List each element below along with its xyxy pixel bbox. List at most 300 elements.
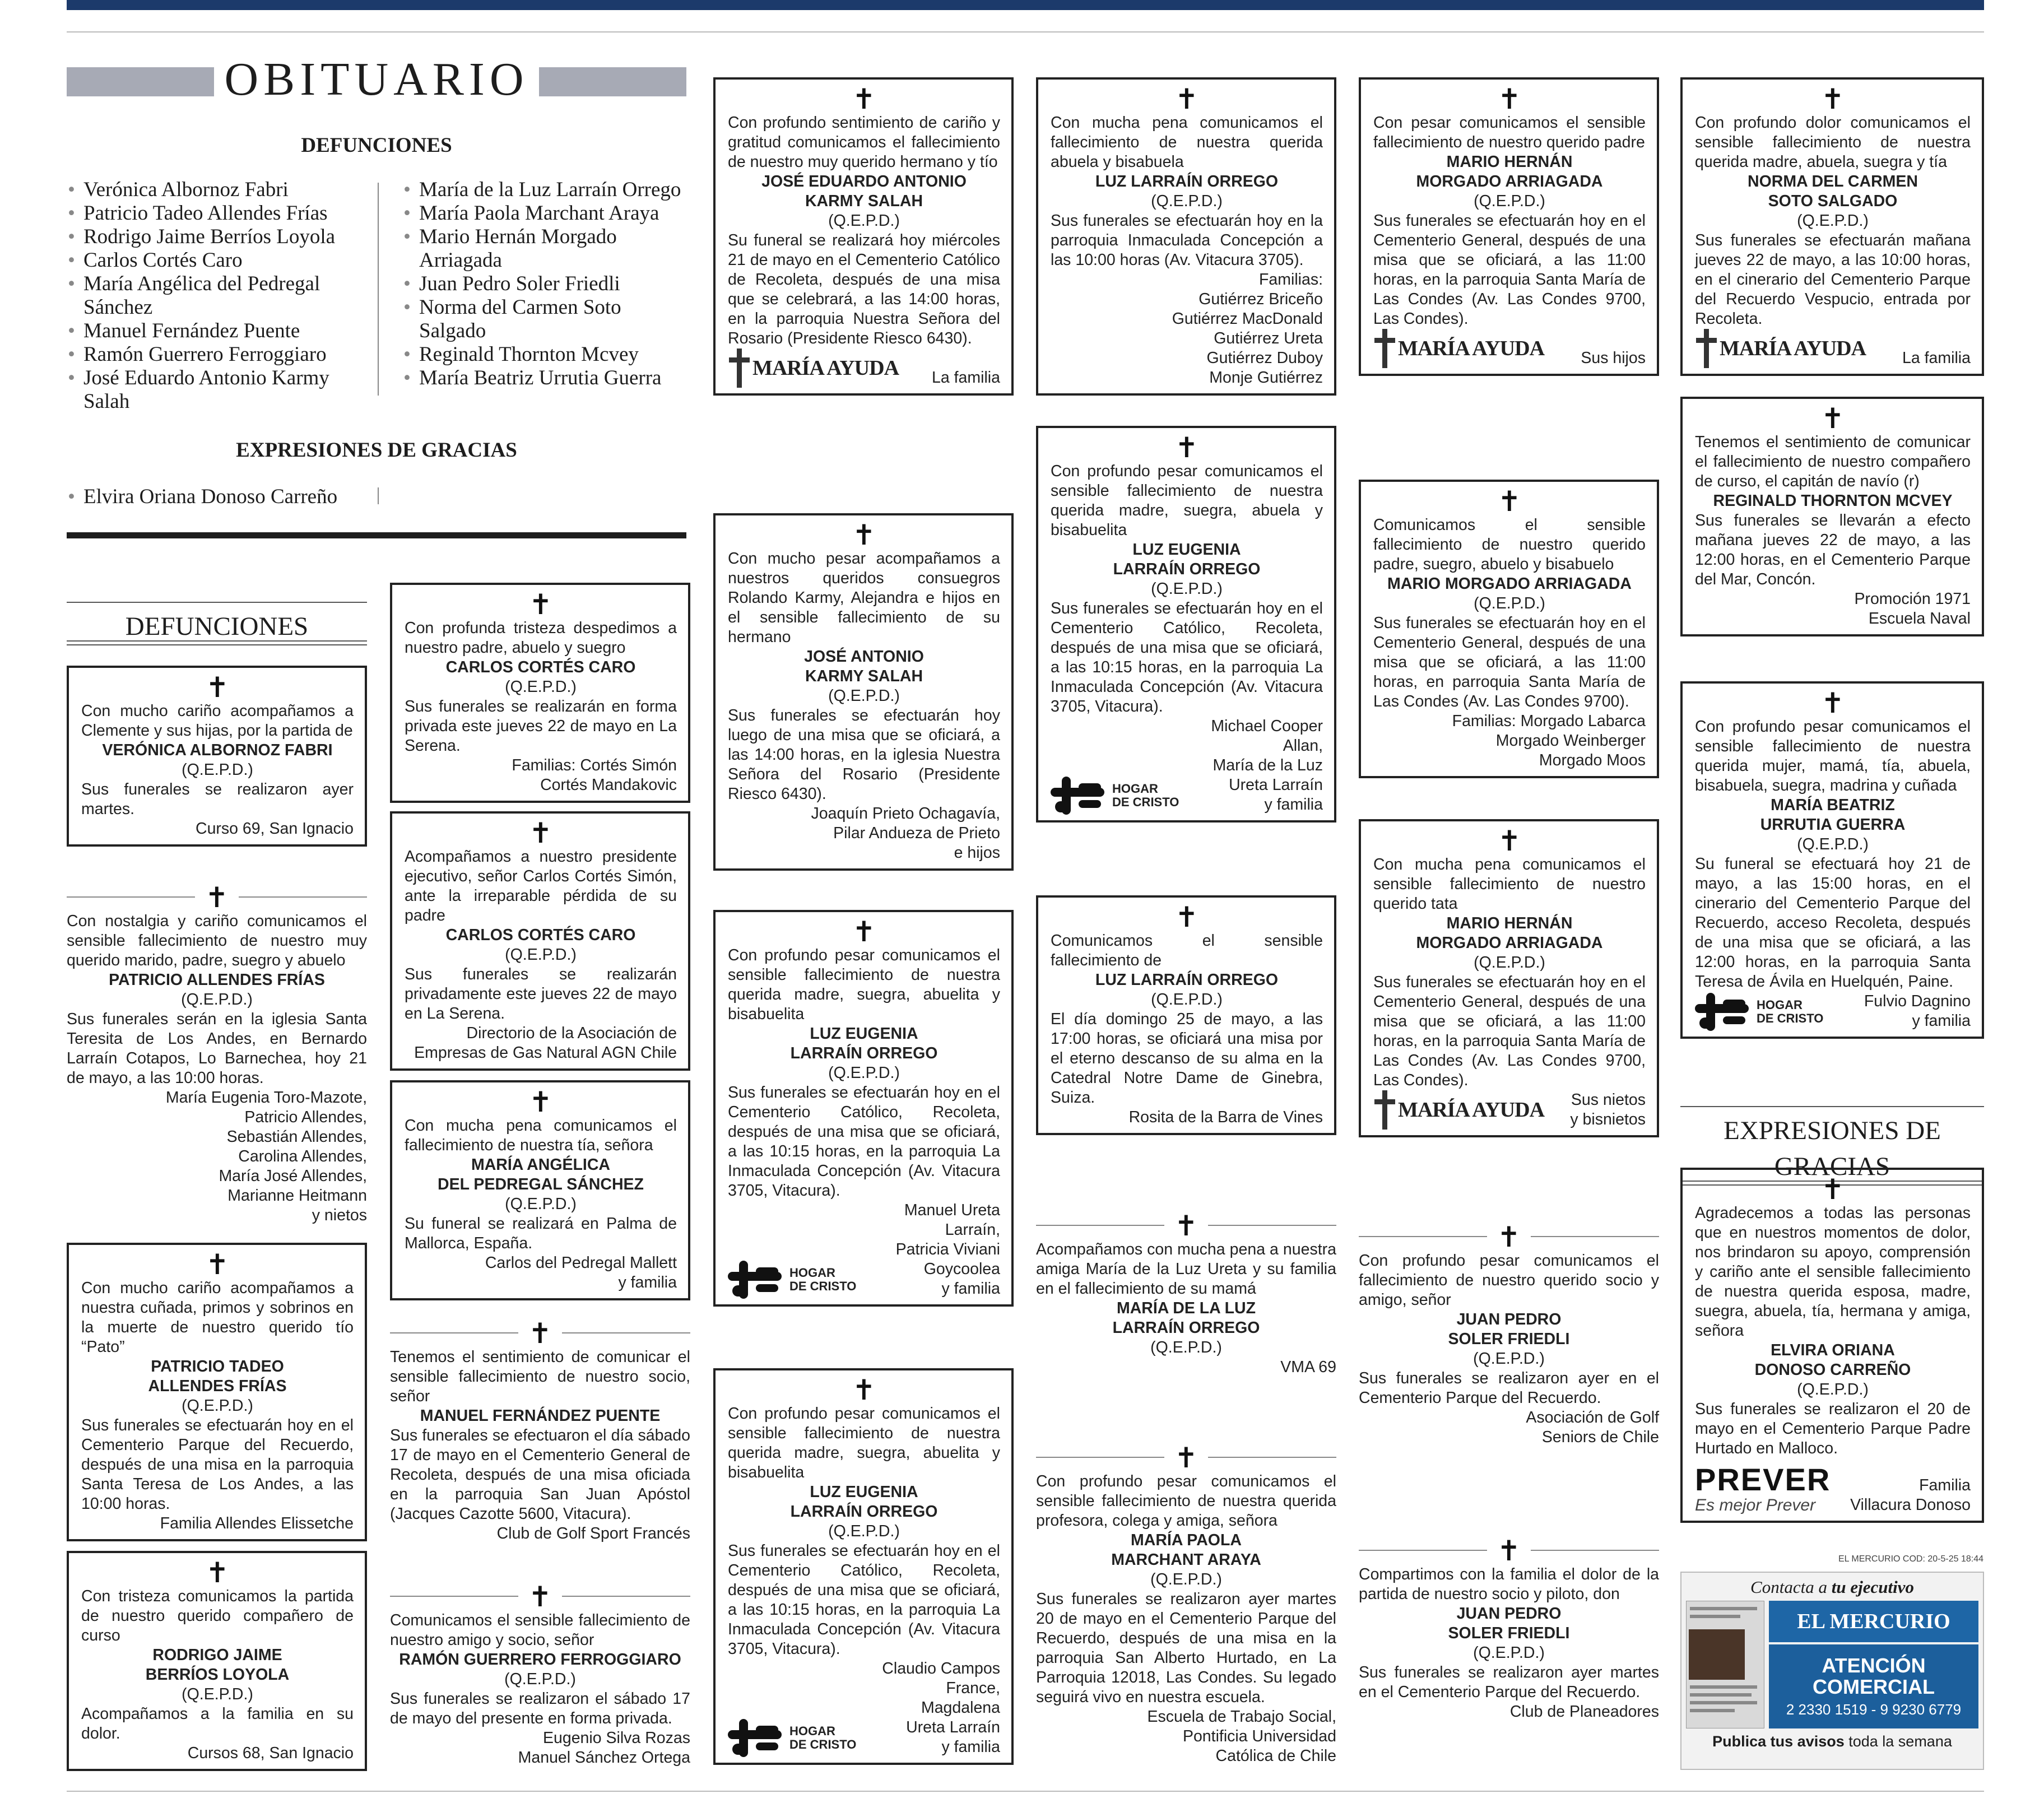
qepd-label: (Q.E.P.D.) <box>1797 1381 1869 1398</box>
notice-signature: La familia <box>1902 349 1971 367</box>
bottom-rule <box>67 1791 1984 1792</box>
notice-signature: Villacura Donoso <box>1850 1496 1971 1514</box>
notice-signature: Allan, <box>1283 737 1323 755</box>
deceased-name: LUZ EUGENIA <box>1132 541 1241 559</box>
funeral-details: Sus funerales serán en la iglesia Santa Teresita de Los Andes, en Bernardo Larraín Cotapos, Lo Barnechea, hoy 21 de mayo, a las 10:00 horas. <box>67 1010 367 1087</box>
obituary-notice <box>1680 397 1984 636</box>
maria-ayuda-logo <box>1695 329 1866 368</box>
index-entry: • Ramón Guerrero Ferroggiaro <box>67 343 364 366</box>
maria-ayuda-logo <box>728 348 899 388</box>
funeral-details: Sus funerales se realizarán privadamente este jueves 22 de mayo en La Serena. <box>405 965 677 1023</box>
cross-icon: ✝ <box>206 1248 229 1281</box>
deceased-name: URRUTIA GUERRA <box>1760 816 1906 834</box>
notice-intro: Comunicamos el sensible fallecimiento de <box>1051 932 1323 969</box>
hogar-de-cristo-icon <box>1051 777 1104 815</box>
notice-signature: Sus nietos <box>1571 1091 1646 1109</box>
notice-signature: France, <box>946 1679 1000 1697</box>
notice-signature: Ureta Larraín <box>1229 776 1323 794</box>
funeral-details: Sus funerales se efectuarán hoy en el Cementerio Parque del Recuerdo, después de una misa en la parroquia Santa Teresa de Los Andes, a las 10:00 horas. <box>81 1416 354 1513</box>
notice-intro: Con profundo pesar comunicamos el fallecimiento de nuestro querido socio y amigo, señor <box>1359 1252 1659 1309</box>
notice-signature: y familia <box>1912 1012 1971 1030</box>
obituary-notice <box>1359 1221 1659 1447</box>
cross-icon: ✝ <box>1175 83 1198 115</box>
qepd-label: (Q.E.P.D.) <box>505 678 577 696</box>
notice-signature: Marianne Heitmann <box>227 1187 367 1205</box>
deceased-name: MARIO HERNÁN <box>1446 914 1573 932</box>
ad-contact-line: Contacta a tu ejecutivo <box>1750 1577 1914 1597</box>
cross-icon: ✝ <box>1036 1444 1336 1472</box>
deceased-name: LUZ EUGENIA <box>810 1483 918 1501</box>
deceased-name: DONOSO CARREÑO <box>1754 1361 1911 1379</box>
maria-ayuda-label: MARÍA AYUDA <box>1720 336 1866 360</box>
notice-intro: Con profunda tristeza despedimos a nuestro padre, abuelo y suegro <box>405 619 677 657</box>
hogar-de-cristo-icon <box>1695 993 1749 1031</box>
funeral-details: Sus funerales se llevarán a efecto mañana jueves 22 de mayo, a las 12:00 horas, en el Cementerio Parque del Mar, Concón. <box>1695 512 1971 588</box>
qepd-label: (Q.E.P.D.) <box>504 1670 576 1688</box>
atencion-comercial-panel: ATENCIÓN COMERCIAL 2 2330 1519 - 9 9230 6779 <box>1769 1644 1978 1728</box>
notice-signature: y bisnietos <box>1570 1110 1646 1128</box>
index-entry: • María Beatriz Urrutia Guerra <box>402 366 682 390</box>
cross-icon: ✝ <box>529 817 552 849</box>
cross-icon: ✝ <box>529 1086 552 1118</box>
deceased-name: JUAN PEDRO <box>1456 1605 1562 1623</box>
notice-signature: y familia <box>941 1280 1000 1298</box>
index-gracias-list <box>67 485 403 509</box>
qepd-label: (Q.E.P.D.) <box>182 761 253 779</box>
notice-intro: Con nostalgia y cariño comunicamos el sensible fallecimiento de nuestro muy querido marido, padre, suegro y abuelo <box>67 912 367 969</box>
notice-intro: Con profundo pesar comunicamos el sensible fallecimiento de nuestra querida madre, suegra, abuelita y bisabuelita <box>728 1405 1000 1481</box>
funeral-details: Sus funerales se realizaron el 20 de mayo en el Cementerio Parque Padre Hurtado en Malloco. <box>1695 1400 1971 1457</box>
notice-intro: Con mucha pena comunicamos el fallecimiento de nuestra tía, señora <box>405 1117 677 1154</box>
qepd-label: (Q.E.P.D.) <box>505 1195 577 1213</box>
deceased-name: MARÍA PAOLA <box>1131 1531 1242 1549</box>
top-color-bar <box>67 0 1984 10</box>
obituary-notice <box>390 1317 690 1544</box>
obituary-notice <box>390 1080 690 1300</box>
maria-ayuda-cross-icon <box>1373 1090 1396 1130</box>
index-entry: • Reginald Thornton Mcvey <box>402 343 682 366</box>
qepd-label: (Q.E.P.D.) <box>1151 192 1223 210</box>
notice-intro: Acompañamos con mucha pena a nuestra amiga María de la Luz Ureta y su familia en el fallecimiento de su mamá <box>1036 1240 1336 1298</box>
publication-code: EL MERCURIO COD: 20-5-25 18:44 <box>1838 1554 1983 1564</box>
deceased-name: JOSÉ EDUARDO ANTONIO <box>761 173 967 190</box>
funeral-details: Sus funerales se realizaron el sábado 17 de mayo del presente en forma privada. <box>390 1690 690 1727</box>
notice-signature: Promoción 1971 <box>1854 590 1971 608</box>
funeral-details: Sus funerales se realizaron ayer martes 20 de mayo en el Cementerio Parque del Recuerdo, después de una misa en la parroquia San Alberto Hurtado, en La Parroquia 12018, Las Condes. Su legado seguirá vivo en nuestra escuela. <box>1036 1590 1336 1706</box>
hogar-label-line2: DE CRISTO <box>789 1737 857 1751</box>
index-entry: • Elvira Oriana Donoso Carreño <box>67 485 403 509</box>
index-entry: • Carlos Cortés Caro <box>67 249 364 272</box>
notice-signature: Cursos 68, San Ignacio <box>187 1744 354 1762</box>
maria-ayuda-label: MARÍA AYUDA <box>1398 336 1545 360</box>
deceased-name: RODRIGO JAIME <box>152 1646 282 1664</box>
notice-signature: Carolina Allendes, <box>238 1147 367 1165</box>
cross-icon: ✝ <box>529 588 552 621</box>
cross-icon: ✝ <box>206 1556 229 1589</box>
notice-intro: Con tristeza comunicamos la partida de nuestro querido compañero de curso <box>81 1587 354 1644</box>
obituary-notice <box>67 1551 367 1771</box>
funeral-details: Acompañamos a la familia en su dolor. <box>81 1705 354 1742</box>
notice-signature: Católica de Chile <box>1215 1747 1336 1765</box>
newspaper-thumbnail <box>1686 1601 1764 1728</box>
notice-signature: Claudio Campos <box>882 1660 1000 1677</box>
cross-icon: ✝ <box>1821 687 1845 719</box>
notice-intro: Con mucho cariño acompañamos a Clemente y sus hijas, por la partida de <box>81 702 354 740</box>
notice-intro: Con profundo pesar comunicamos el sensible fallecimiento de nuestra querida madre, suegra, abuelita y bisabuelita <box>728 946 1000 1023</box>
notice-signature: Eugenio Silva Rozas <box>543 1729 690 1747</box>
notice-signature: María de la Luz <box>1213 756 1323 774</box>
notice-signature: Patricia Viviani <box>895 1240 1000 1258</box>
deceased-name: REGINALD THORNTON MCVEY <box>1713 492 1953 510</box>
notice-signature: Gutiérrez Duboy <box>1206 349 1323 367</box>
notice-signature: Sus hijos <box>1581 349 1646 367</box>
obituary-notice <box>67 881 367 1225</box>
qepd-label: (Q.E.P.D.) <box>1151 991 1223 1009</box>
obituary-notice <box>390 811 690 1071</box>
deceased-name: LARRAÍN ORREGO <box>790 1503 938 1521</box>
index-gracias-divider <box>378 487 379 504</box>
funeral-details: Su funeral se realizará hoy miércoles 21 de mayo en el Cementerio Católico de Recoleta, después de una misa que se celebrará, a las 14:00 horas, en la parroquia Nuestra Señora del Rosario (Presidente Riesco 6430). <box>728 231 1000 347</box>
deceased-name: MORGADO ARRIAGADA <box>1416 173 1603 190</box>
notice-signature: Morgado Weinberger <box>1495 732 1646 750</box>
hogar-label-line1: HOGAR <box>1757 998 1803 1012</box>
obituary-notice <box>390 1581 690 1768</box>
obituary-notice <box>1036 426 1336 822</box>
qepd-label: (Q.E.P.D.) <box>1473 1644 1545 1662</box>
notice-signature: Gutiérrez MacDonald <box>1172 310 1323 328</box>
notice-signature: Monje Gutiérrez <box>1209 369 1323 387</box>
cross-icon: ✝ <box>1359 1223 1659 1251</box>
notice-signature: Empresas de Gas Natural AGN Chile <box>414 1044 677 1062</box>
qepd-label: (Q.E.P.D.) <box>828 212 900 230</box>
notice-signature: Pilar Andueza de Prieto <box>833 824 1000 842</box>
qepd-label: (Q.E.P.D.) <box>1474 594 1545 612</box>
index-defunciones-heading: DEFUNCIONES <box>301 134 452 157</box>
obituary-notice <box>1036 1442 1336 1766</box>
notice-signature: y nietos <box>312 1206 367 1224</box>
index-defunciones-left <box>67 178 364 413</box>
cross-icon: ✝ <box>1036 1212 1336 1240</box>
funeral-details: Sus funerales se realizaron ayer martes. <box>81 780 354 818</box>
notice-signature: Carlos del Pedregal Mallett <box>485 1254 677 1272</box>
deceased-name: MANUEL FERNÁNDEZ PUENTE <box>420 1407 661 1425</box>
cross-icon: ✝ <box>1821 83 1845 115</box>
notice-intro: Con profundo sentimiento de cariño y gratitud comunicamos el fallecimiento de nuestro muy querido hermano y tío <box>728 114 1000 171</box>
cross-icon: ✝ <box>1498 485 1521 518</box>
notice-intro: Tenemos el sentimiento de comunicar el fallecimiento de nuestro compañero de curso, el capitán de navío (r) <box>1695 433 1971 490</box>
prever-logo <box>1695 1464 1831 1515</box>
maria-ayuda-logo <box>1373 1090 1544 1130</box>
notice-signature: Manuel Ureta <box>904 1201 1000 1219</box>
obituary-notice <box>713 77 1014 396</box>
index-entry: • Juan Pedro Soler Friedli <box>402 272 682 296</box>
ad-footer: Publica tus avisos toda la semana <box>1712 1733 1952 1750</box>
cross-icon: ✝ <box>1498 825 1521 857</box>
qepd-label: (Q.E.P.D.) <box>828 687 900 705</box>
obituary-notice <box>1036 77 1336 396</box>
index-entry: • Rodrigo Jaime Berríos Loyola <box>67 225 364 249</box>
notice-signature: Michael Cooper <box>1211 717 1323 735</box>
index-entry: • Mario Hernán Morgado Arriagada <box>402 225 682 272</box>
funeral-details: Sus funerales se efectuarán hoy en el Cementerio Católico, Recoleta, después de una misa que se oficiará, a las 10:15 horas, en la parroquia La Inmaculada Concepción (Av. Vitacura 3705, Vitacura). <box>728 1542 1000 1658</box>
deceased-name: VERÓNICA ALBORNOZ FABRI <box>102 741 333 759</box>
notice-intro: Con mucho cariño acompañamos a nuestra cuñada, primos y sobrinos en la muerte de nuestro querido tío “Pato” <box>81 1279 354 1356</box>
obituary-notice <box>1036 895 1336 1135</box>
cross-icon: ✝ <box>1359 1537 1659 1565</box>
funeral-details: Sus funerales se efectuarán hoy en el Cementerio Católico, Recoleta, después de una misa que se oficiará, a las 10:15 horas, en la parroquia La Inmaculada Concepción (Av. Vitacura 3705, Vitacura). <box>1051 600 1323 715</box>
index-gracias-heading: EXPRESIONES DE GRACIAS <box>236 439 517 462</box>
notice-signature: Club de Golf Sport Francés <box>496 1525 690 1542</box>
notice-intro: Comunicamos el sensible fallecimiento de nuestro amigo y socio, señor <box>390 1611 690 1649</box>
deceased-name: KARMY SALAH <box>805 667 923 685</box>
index-entry: • María Paola Marchant Araya <box>402 202 682 225</box>
funeral-details: Su funeral se realizará en Palma de Mallorca, España. <box>405 1215 677 1252</box>
notice-intro: Comunicamos el sensible fallecimiento de nuestro querido padre, suegro, abuelo y bisabuelo <box>1373 516 1646 573</box>
notice-signature: Manuel Sánchez Ortega <box>518 1749 690 1767</box>
notice-signature: Seniors de Chile <box>1541 1428 1659 1446</box>
notice-signature: Gutiérrez Briceño <box>1198 290 1323 308</box>
notice-signature: María Eugenia Toro-Mazote, <box>165 1089 367 1107</box>
section-heading-gracias: EXPRESIONES DE GRACIAS <box>1680 1106 1984 1186</box>
funeral-details: Sus funerales se efectuarán hoy en la parroquia Inmaculada Concepción a las 10:00 horas (Av. Vitacura 3705). <box>1051 212 1323 269</box>
hogar-de-cristo-label <box>1112 782 1179 809</box>
notice-signature: Magdalena <box>921 1699 1000 1717</box>
notice-intro: Tenemos el sentimiento de comunicar el sensible fallecimiento de nuestro socio, señor <box>390 1348 690 1405</box>
obituary-notice <box>1036 1210 1336 1377</box>
funeral-details: Sus funerales se efectuarán hoy en el Cementerio General, después de una misa que se oficiará, a las 11:00 horas, en parroquia Santa María de Las Condes (Av. Las Condes 9700). <box>1373 614 1646 710</box>
deceased-name: MARÍA BEATRIZ <box>1771 796 1895 814</box>
obituary-notice <box>67 1243 367 1541</box>
index-entry: • Norma del Carmen Soto Salgado <box>402 296 682 343</box>
maria-ayuda-cross-icon <box>728 348 750 388</box>
notice-signature: Familias: Morgado Labarca <box>1452 712 1646 730</box>
qepd-label: (Q.E.P.D.) <box>1797 835 1869 853</box>
qepd-label: (Q.E.P.D.) <box>1151 580 1223 598</box>
page-title: OBITUARIO <box>224 53 529 105</box>
el-mercurio-logo: EL MERCURIO <box>1769 1601 1978 1642</box>
hogar-de-cristo-logo <box>728 1719 856 1757</box>
notice-signature: Familias: Cortés Simón <box>512 756 677 774</box>
notice-signature: e hijos <box>954 844 1000 862</box>
deceased-name: CARLOS CORTÉS CARO <box>445 658 636 676</box>
deceased-name: MARÍA ANGÉLICA <box>471 1156 611 1174</box>
obituario-title-block <box>67 53 686 105</box>
maria-ayuda-label: MARÍA AYUDA <box>752 356 899 380</box>
notice-signature: Fulvio Dagnino <box>1864 992 1971 1010</box>
top-rule <box>67 31 1984 32</box>
notice-signature: Escuela de Trabajo Social, <box>1147 1708 1336 1726</box>
deceased-name: JOSÉ ANTONIO <box>804 648 924 666</box>
funeral-details: Su funeral se efectuará hoy 21 de mayo, a las 15:00 horas, en el cinerario del Cementerio Parque del Recuerdo, acceso Recoleta, después de una misa que se oficiará, a las 12:00 horas, en la parroquia Santa Teresa de Ávila en Huelquén, Paine. <box>1695 855 1971 991</box>
cross-icon: ✝ <box>1175 901 1198 933</box>
funeral-details: Sus funerales se efectuarán hoy luego de una misa que se oficiará, a las 14:00 horas, en la iglesia Nuestra Señora del Rosario (Presidente Riesco 6430). <box>728 707 1000 803</box>
obituary-notice <box>1359 1535 1659 1722</box>
deceased-name: SOLER FRIEDLI <box>1448 1330 1570 1348</box>
deceased-name: NORMA DEL CARMEN <box>1748 173 1918 190</box>
funeral-details: Sus funerales se realizaron ayer martes en el Cementerio Parque del Recuerdo. <box>1359 1663 1659 1701</box>
hogar-label-line2: DE CRISTO <box>1112 795 1179 809</box>
maria-ayuda-cross-icon <box>1373 329 1396 368</box>
hogar-label-line1: HOGAR <box>789 1724 835 1738</box>
deceased-name: LARRAÍN ORREGO <box>790 1044 938 1062</box>
notice-signature: Familia Allendes Elissetche <box>160 1514 354 1532</box>
notice-signature: Morgado Moos <box>1539 751 1646 769</box>
deceased-name: KARMY SALAH <box>805 192 923 210</box>
deceased-name: ELVIRA ORIANA <box>1771 1341 1895 1359</box>
notice-signature: y familia <box>1264 796 1323 814</box>
deceased-name: RAMÓN GUERRERO FERROGGIARO <box>399 1651 681 1669</box>
obituary-notice <box>1680 681 1984 1039</box>
notice-intro: Con mucha pena comunicamos el sensible fallecimiento de nuestro querido tata <box>1373 856 1646 913</box>
obituary-notice <box>1680 1168 1984 1523</box>
deceased-name: LUZ LARRAÍN ORREGO <box>1095 173 1279 190</box>
qepd-label: (Q.E.P.D.) <box>1474 954 1545 972</box>
deceased-name: DEL PEDREGAL SÁNCHEZ <box>438 1175 644 1193</box>
notice-intro: Con pesar comunicamos el sensible fallecimiento de nuestro querido padre <box>1373 114 1646 151</box>
notice-signature: Familia <box>1919 1476 1971 1494</box>
notice-signature: La familia <box>932 369 1000 387</box>
hogar-de-cristo-label <box>1757 998 1823 1025</box>
deceased-name: CARLOS CORTÉS CARO <box>445 926 636 944</box>
notice-signature: VMA 69 <box>1280 1358 1336 1376</box>
funeral-details: Sus funerales se efectuarán hoy en el Cementerio Católico, Recoleta, después de una misa que se oficiará, a las 10:15 horas, en la parroquia La Inmaculada Concepción (Av. Vitacura 3705, Vitacura). <box>728 1084 1000 1200</box>
cross-icon: ✝ <box>1821 402 1845 435</box>
deceased-name: SOLER FRIEDLI <box>1448 1624 1570 1642</box>
hogar-de-cristo-logo <box>1695 993 1823 1031</box>
deceased-name: ALLENDES FRÍAS <box>148 1377 287 1395</box>
hogar-de-cristo-label <box>789 1725 856 1751</box>
obituary-notice <box>390 583 690 803</box>
notice-signature: Escuela Naval <box>1868 610 1971 628</box>
funeral-details: El día domingo 25 de mayo, a las 17:00 horas, se oficiará una misa por el eterno descanso de su alma en la Catedral Notre Dame de Ginebra, Suiza. <box>1051 1010 1323 1107</box>
funeral-details: Sus funerales se efectuaron el día sábado 17 de mayo en el Cementerio General de Recoleta, después de una misa oficiada en la parroquia San Juan Apóstol (Jacques Cazotte 5600, Vitacura). <box>390 1426 690 1523</box>
deceased-name: MARIO MORGADO ARRIAGADA <box>1387 575 1632 593</box>
notice-signature: Asociación de Golf <box>1526 1409 1659 1426</box>
qepd-label: (Q.E.P.D.) <box>1797 212 1869 230</box>
notice-intro: Con profundo pesar comunicamos el sensible fallecimiento de nuestra querida mujer, mamá, tía, abuela, bisabuela, suegra, madrina y cuñada <box>1695 718 1971 794</box>
notice-signature: Joaquín Prieto Ochagavía, <box>811 805 1000 822</box>
qepd-label: (Q.E.P.D.) <box>1474 192 1545 210</box>
funeral-details: Sus funerales se realizaron ayer en el Cementerio Parque del Recuerdo. <box>1359 1369 1659 1407</box>
notice-signature: Cortés Mandakovic <box>540 776 677 794</box>
notice-signature: Ureta Larraín <box>906 1718 1000 1736</box>
deceased-name: LARRAÍN ORREGO <box>1113 560 1261 578</box>
index-entry: • María de la Luz Larraín Orrego <box>402 178 682 202</box>
notice-signature: Larraín, <box>945 1221 1000 1239</box>
index-column-divider <box>378 183 379 396</box>
index-entry: • José Eduardo Antonio Karmy Salah <box>67 366 364 413</box>
qepd-label: (Q.E.P.D.) <box>828 1064 900 1082</box>
cross-icon: ✝ <box>852 1374 876 1406</box>
cross-icon: ✝ <box>852 519 876 551</box>
hogar-label-line2: DE CRISTO <box>1757 1011 1824 1025</box>
deceased-name: PATRICIO TADEO <box>151 1358 284 1376</box>
obituary-notice <box>713 1368 1014 1765</box>
hogar-de-cristo-logo <box>728 1261 856 1299</box>
hogar-label-line1: HOGAR <box>1112 782 1158 796</box>
deceased-name: MORGADO ARRIAGADA <box>1416 934 1603 952</box>
qepd-label: (Q.E.P.D.) <box>182 1685 253 1703</box>
notice-intro: Con profundo pesar comunicamos el sensible fallecimiento de nuestra querida profesora, colega y amiga, señora <box>1036 1472 1336 1530</box>
hogar-de-cristo-label <box>789 1266 856 1293</box>
deceased-name: BERRÍOS LOYOLA <box>145 1666 290 1684</box>
index-entry: • Patricio Tadeo Allendes Frías <box>67 202 364 225</box>
obituary-notice <box>713 910 1014 1307</box>
deceased-name: MARÍA DE LA LUZ <box>1116 1299 1256 1317</box>
notice-signature: Curso 69, San Ignacio <box>195 820 354 838</box>
obituary-notice <box>1359 480 1659 778</box>
notice-signature: Familias: <box>1258 271 1323 289</box>
notice-signature: Patricio Allendes, <box>244 1108 367 1126</box>
maria-ayuda-cross-icon <box>1695 329 1717 368</box>
maria-ayuda-logo <box>1373 329 1544 368</box>
obituary-notice <box>67 666 367 847</box>
deceased-name: MARIO HERNÁN <box>1446 153 1573 171</box>
qepd-label: (Q.E.P.D.) <box>505 946 577 964</box>
prever-tagline: Es mejor Prever <box>1695 1496 1816 1514</box>
hogar-label-line2: DE CRISTO <box>789 1279 857 1293</box>
notice-intro: Con profundo pesar comunicamos el sensible fallecimiento de nuestra querida madre, suegra, abuela y bisabuelita <box>1051 462 1323 539</box>
notice-signature: y familia <box>618 1274 677 1291</box>
deceased-name: SOTO SALGADO <box>1768 192 1898 210</box>
notice-intro: Con profundo dolor comunicamos el sensible fallecimiento de nuestra querida madre, abuela, suegra y tía <box>1695 114 1971 171</box>
cross-icon: ✝ <box>852 916 876 948</box>
hogar-de-cristo-logo <box>1051 777 1179 815</box>
deceased-name: MARCHANT ARAYA <box>1111 1551 1261 1569</box>
funeral-details: Sus funerales se realizarán en forma privada este jueves 22 de mayo en La Serena. <box>405 698 677 755</box>
funeral-details: Sus funerales se efectuarán hoy en el Cementerio General, después de una misa que se oficiará, a las 11:00 horas, en la parroquia Santa María de Las Condes (Av. Las Condes 9700, Las Condes). <box>1373 212 1646 328</box>
qepd-label: (Q.E.P.D.) <box>1150 1570 1222 1588</box>
cross-icon: ✝ <box>1821 1173 1845 1206</box>
funeral-details: Sus funerales se efectuarán mañana jueves 22 de mayo, a las 10:00 horas, en el cinerario del Cementerio Parque del Recuerdo Vespucio, entrada por Recoleta. <box>1695 231 1971 328</box>
obituary-notice <box>713 513 1014 871</box>
deceased-name: JUAN PEDRO <box>1456 1311 1562 1328</box>
notice-intro: Agradecemos a todas las personas que en nuestros momentos de dolor, nos brindaron su apoyo, comprensión y cariño ante el sensible fallecimiento de nuestra querida esposa, madre, suegra, abuela, tía, hermana y amiga, señora <box>1695 1204 1971 1340</box>
qepd-label: (Q.E.P.D.) <box>182 1397 253 1415</box>
notice-signature: Gutiérrez Ureta <box>1214 329 1323 347</box>
deceased-name: PATRICIO ALLENDES FRÍAS <box>109 971 325 989</box>
notice-signature: Directorio de la Asociación de <box>466 1024 677 1042</box>
obituary-notice <box>1680 77 1984 376</box>
cross-icon: ✝ <box>390 1583 690 1611</box>
prever-wordmark: PREVER <box>1695 1462 1831 1497</box>
el-mercurio-ad[interactable] <box>1680 1572 1984 1770</box>
hogar-de-cristo-icon <box>728 1719 782 1757</box>
funeral-details: Sus funerales se efectuarán hoy en el Cementerio General, después de una misa que se oficiará, a las 11:00 horas, en la parroquia Santa María de Las Condes (Av. Las Condes 9700, Las Condes). <box>1373 973 1646 1089</box>
index-entry: • Manuel Fernández Puente <box>67 319 364 343</box>
notice-signature: Pontificia Universidad <box>1182 1727 1336 1745</box>
index-entry: • Verónica Albornoz Fabri <box>67 178 364 202</box>
cross-icon: ✝ <box>390 1319 690 1347</box>
maria-ayuda-label: MARÍA AYUDA <box>1398 1098 1545 1122</box>
cross-icon: ✝ <box>852 83 876 115</box>
notice-signature: Club de Planeadores <box>1509 1703 1659 1721</box>
deceased-name: LUZ LARRAÍN ORREGO <box>1095 971 1279 989</box>
notice-signature: y familia <box>941 1738 1000 1756</box>
qepd-label: (Q.E.P.D.) <box>1150 1339 1222 1356</box>
notice-signature: María José Allendes, <box>219 1167 367 1185</box>
notice-intro: Compartimos con la familia el dolor de la partida de nuestro socio y piloto, don <box>1359 1565 1659 1603</box>
hogar-label-line1: HOGAR <box>789 1266 835 1280</box>
section-heading-defunciones: DEFUNCIONES <box>67 602 367 645</box>
index-defunciones-right <box>402 178 682 390</box>
cross-icon: ✝ <box>1175 431 1198 464</box>
obituary-notice <box>1359 819 1659 1137</box>
cross-icon: ✝ <box>1498 83 1521 115</box>
qepd-label: (Q.E.P.D.) <box>828 1522 900 1540</box>
cross-icon: ✝ <box>206 671 229 704</box>
deceased-name: LUZ EUGENIA <box>810 1025 918 1043</box>
